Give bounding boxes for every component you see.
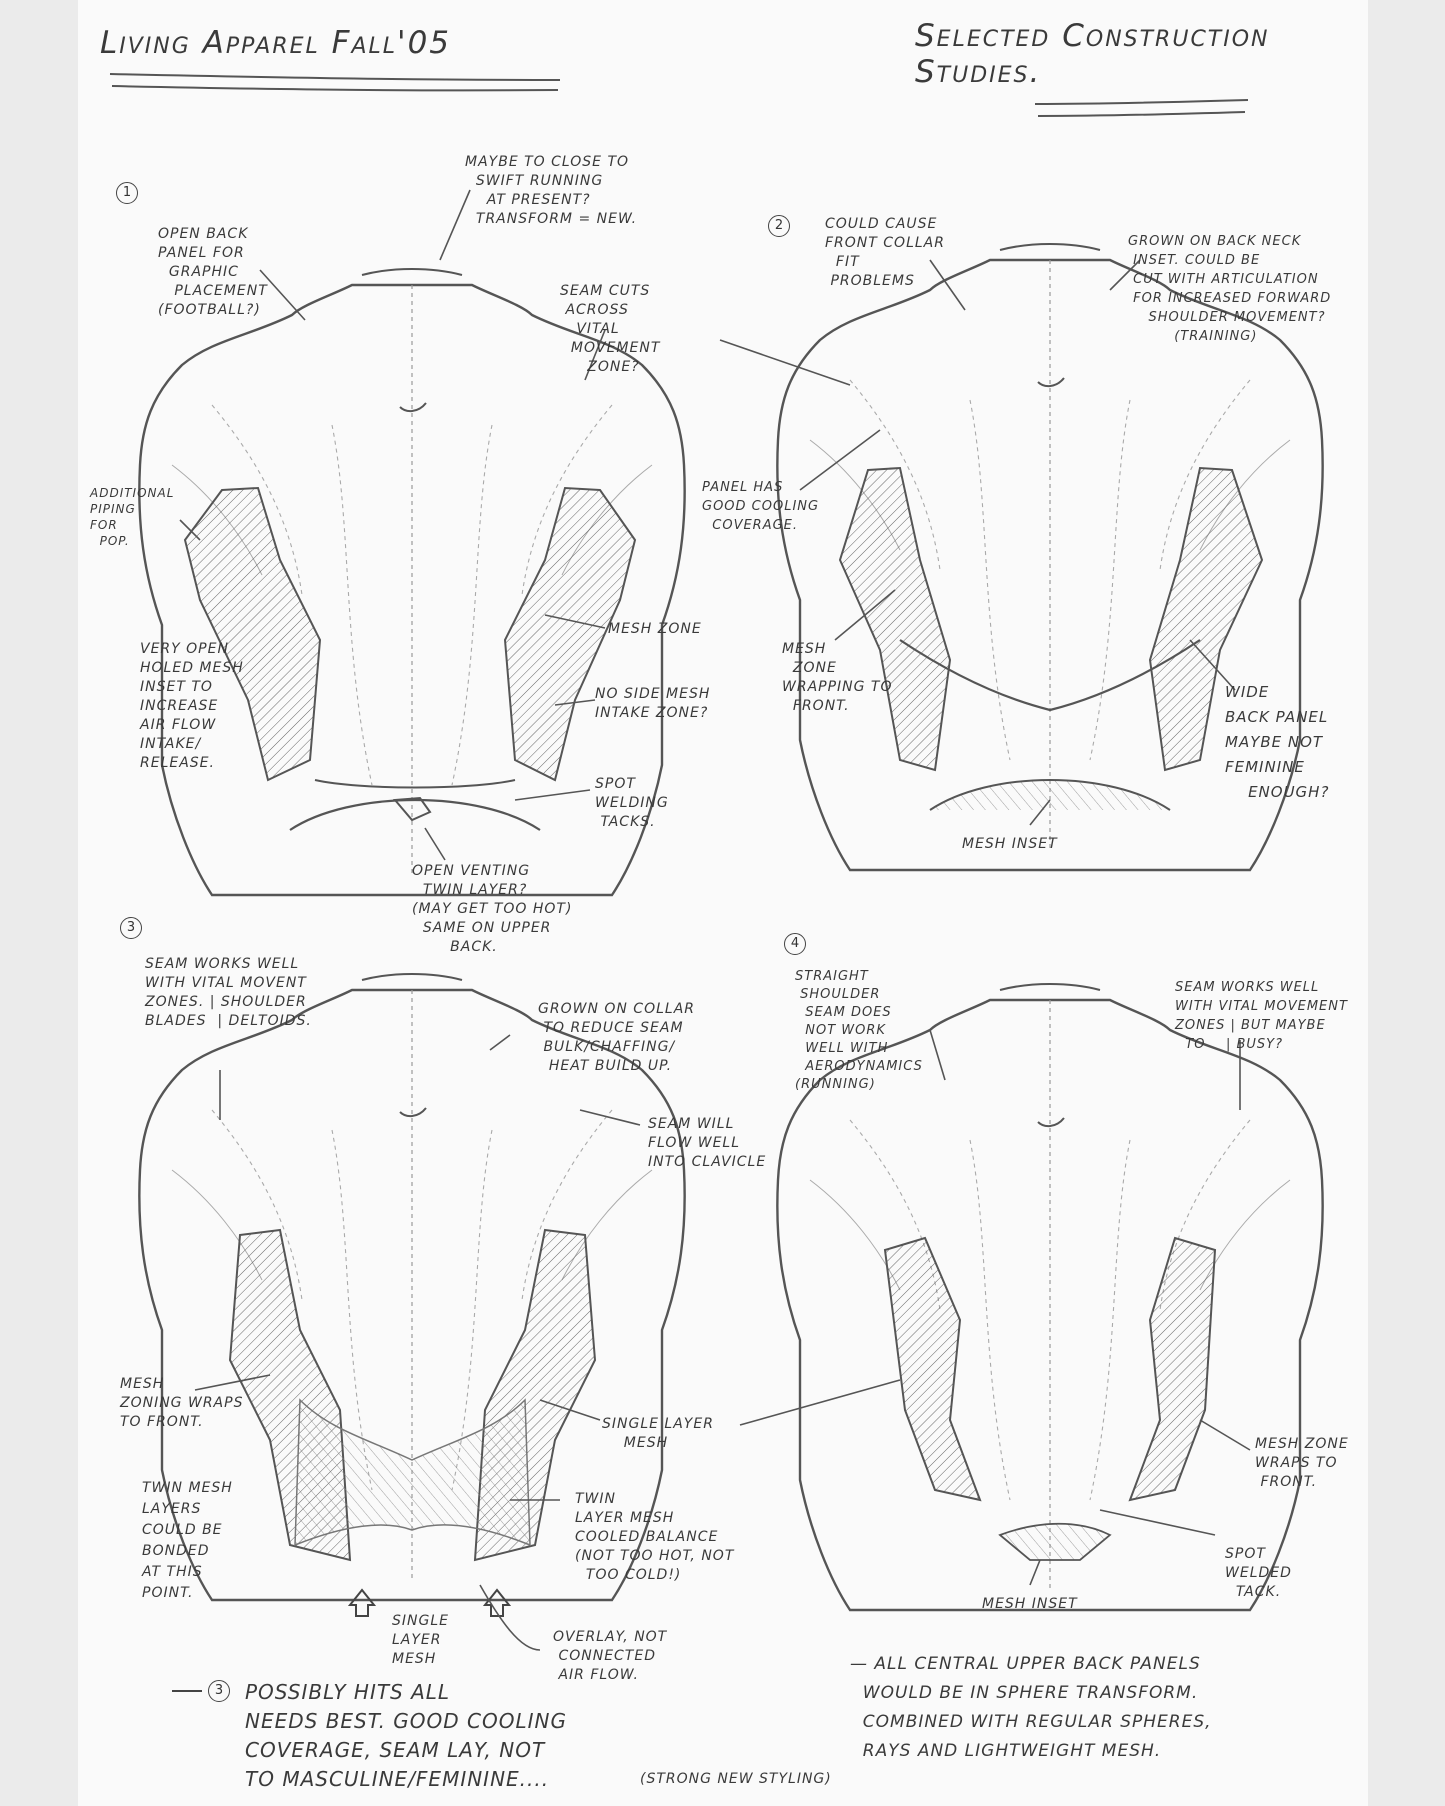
note-mesh-zone: MESH ZONE: [608, 621, 702, 637]
footer-panel-note: — ALL CENTRAL UPPER BACK PANELS WOULD BE IN SPHERE TRANSFORM. COMBINED WITH REGULAR SPHERES, RAYS AND LIGHTWEIGHT MESH.: [850, 1654, 1212, 1761]
footer-conclusion: POSSIBLY HITS ALL NEEDS BEST. GOOD COOLING COVERAGE, SEAM LAY, NOT TO MASCULINE/FEMININE....: [245, 1680, 567, 1791]
note-too-close: MAYBE TO CLOSE TO SWIFT RUNNING AT PRESENT? TRANSFORM = NEW.: [465, 154, 638, 227]
note-open-venting: OPEN VENTING TWIN LAYER? (MAY GET TOO HOT) SAME ON UPPER BACK.: [412, 863, 573, 955]
note-spot-welding: SPOT WELDING TACKS.: [595, 776, 669, 830]
note-open-back: OPEN BACK PANEL FOR GRAPHIC PLACEMENT (FOOTBALL?): [158, 226, 268, 318]
note-mesh-wrapping: MESH ZONE WRAPPING TO FRONT.: [782, 641, 893, 714]
note-twin-mesh-layers: TWIN MESH LAYERS COULD BE BONDED AT THIS POINT.: [142, 1480, 233, 1601]
note-mesh-inset-2: MESH INSET: [962, 836, 1058, 852]
note-no-side-mesh: NO SIDE MESH INTAKE ZONE?: [595, 686, 711, 721]
note-cooling-coverage: PANEL HAS GOOD COOLING COVERAGE.: [702, 480, 820, 533]
note-holed-mesh: VERY OPEN HOLED MESH INSET TO INCREASE AIR FLOW INTAKE/ RELEASE.: [140, 641, 244, 771]
study-2-number: 2: [768, 215, 790, 237]
sheet-title: Living Apparel Fall'05: [100, 25, 452, 61]
sheet-subtitle: Selected Construction Studies.: [915, 18, 1270, 90]
note-straight-shoulder: STRAIGHT SHOULDER SEAM DOES NOT WORK WELL WITH AERODYNAMICS (RUNNING): [795, 969, 923, 1092]
footer-dash: [172, 1690, 202, 1692]
note-seam-works-3: SEAM WORKS WELL WITH VITAL MOVENT ZONES. | SHOULDER BLADES | DELTOIDS.: [145, 956, 312, 1029]
note-twin-layer-balance: TWIN LAYER MESH COOLED BALANCE (NOT TOO HOT, NOT TOO COLD!): [575, 1491, 735, 1583]
study-4-number: 4: [784, 933, 806, 955]
footer-styling-aside: (STRONG NEW STYLING): [640, 1771, 832, 1787]
footer-study-number: 3: [208, 1680, 230, 1702]
note-piping: ADDITIONAL PIPING FOR POP.: [90, 486, 175, 548]
note-seam-cuts: SEAM CUTS ACROSS VITAL MOVEMENT ZONE?: [560, 283, 661, 375]
note-overlay: OVERLAY, NOT CONNECTED AIR FLOW.: [553, 1629, 668, 1683]
note-mesh-inset-4: MESH INSET: [982, 1596, 1078, 1612]
note-clavicle: SEAM WILL FLOW WELL INTO CLAVICLE: [648, 1116, 767, 1170]
study-3-number: 3: [120, 917, 142, 939]
note-seam-busy: SEAM WORKS WELL WITH VITAL MOVEMENT ZONES | BUT MAYBE TO | BUSY?: [1175, 980, 1348, 1052]
note-grown-on-neck: GROWN ON BACK NECK INSET. COULD BE CUT WITH ARTICULATION FOR INCREASED FORWARD SHOULDER MOVEMENT? (TRAINING): [1128, 234, 1332, 344]
note-spot-welded-tack: SPOT WELDED TACK.: [1225, 1546, 1292, 1600]
study-1-number: 1: [116, 182, 138, 204]
note-front-collar: COULD CAUSE FRONT COLLAR FIT PROBLEMS: [825, 216, 945, 289]
note-single-layer-mesh: SINGLE LAYER MESH: [602, 1416, 714, 1451]
note-mesh-zoning: MESH ZONING WRAPS TO FRONT.: [120, 1376, 244, 1430]
note-grown-collar: GROWN ON COLLAR TO REDUCE SEAM BULK/CHAFFING/ HEAT BUILD UP.: [538, 1001, 696, 1074]
note-wide-back-panel: WIDE BACK PANEL MAYBE NOT FEMININE ENOUGH?: [1225, 683, 1330, 801]
note-single-layer: SINGLE LAYER MESH: [392, 1613, 449, 1667]
note-mesh-zone-front: MESH ZONE WRAPS TO FRONT.: [1255, 1436, 1349, 1490]
